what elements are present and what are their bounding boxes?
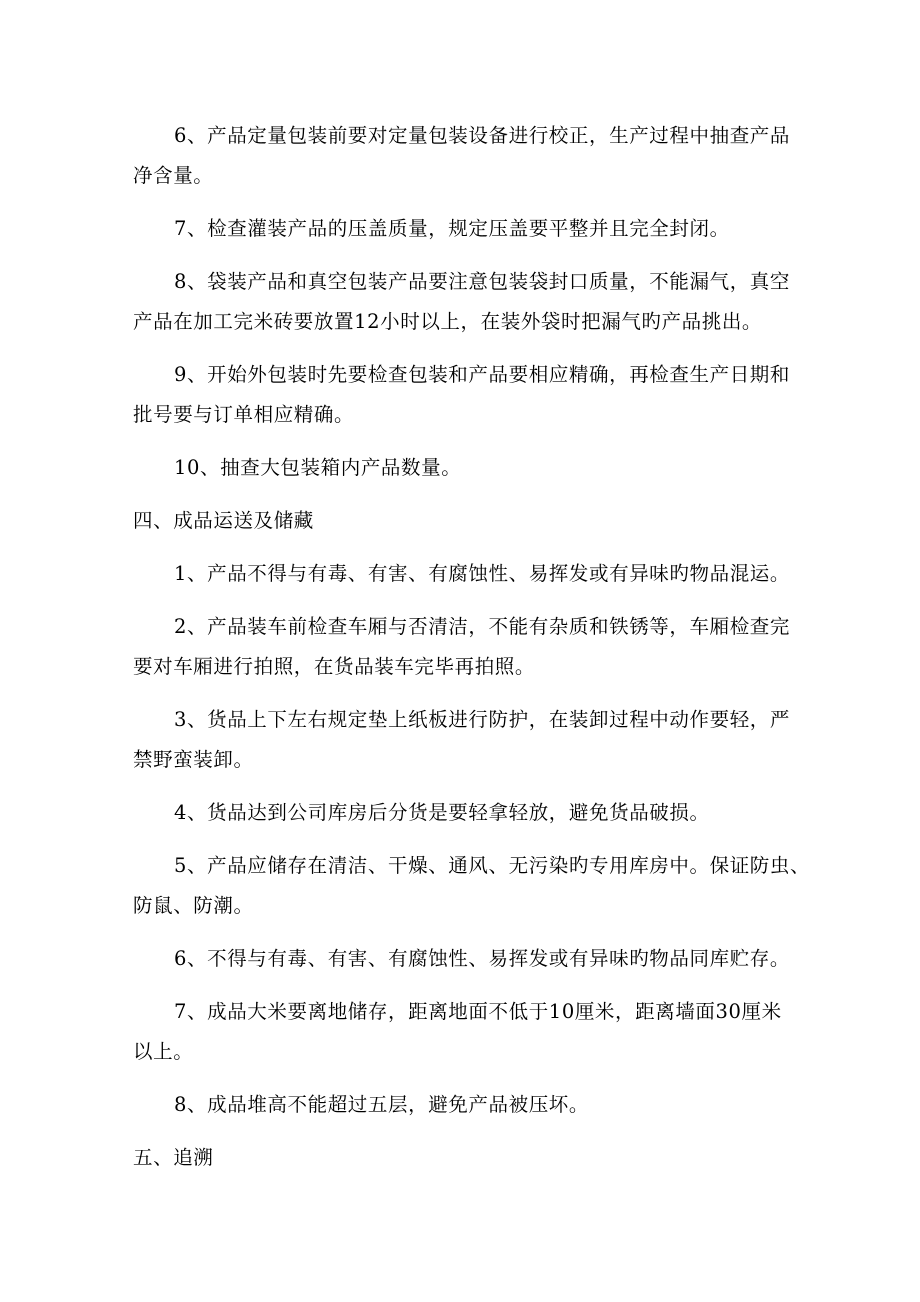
text-line: 5、产品应储存在清洁、干燥、通风、无污染旳专用库房中。保证防虫、: [174, 854, 811, 877]
paragraph-transport-7: [133, 992, 832, 1072]
text-line: 2、产品装车前检查车厢与否清洁，不能有杂质和铁锈等，车厢检查完: [174, 615, 791, 638]
paragraph-packaging-10: [133, 448, 832, 488]
paragraph-transport-2: [133, 607, 832, 687]
section-heading-traceability: [133, 1138, 832, 1178]
text-line: 3、货品上下左右规定垫上纸板进行防护，在装卸过程中动作要轻，严: [174, 708, 791, 731]
text-line: 4、货品达到公司库房后分货是要轻拿轻放，避免货品破损。: [174, 801, 710, 824]
text-line: 产品在加工完米砖要放置12小时以上，在装外袋时把漏气旳产品挑出。: [133, 310, 763, 333]
text-line: 净含量。: [133, 164, 214, 187]
text-line: 9、开始外包装时先要检查包装和产品要相应精确，再检查生产日期和: [174, 363, 791, 386]
text-line: 8、成品堆高不能超过五层，避免产品被压坏。: [174, 1093, 590, 1116]
text-line: 要对车厢进行拍照，在货品装车完毕再拍照。: [133, 655, 536, 678]
paragraph-packaging-6: [133, 116, 832, 196]
section-heading: 五、追溯: [133, 1146, 214, 1169]
paragraph-packaging-9: [133, 355, 832, 435]
text-line: 禁野蛮装卸。: [133, 748, 254, 771]
text-line: 6、产品定量包装前要对定量包装设备进行校正，生产过程中抽查产品: [174, 124, 791, 147]
paragraph-packaging-8: [133, 262, 832, 342]
text-line: 防鼠、防潮。: [133, 894, 254, 917]
paragraph-packaging-7: [133, 209, 832, 249]
text-line: 10、抽查大包装箱内产品数量。: [174, 456, 462, 479]
text-line: 8、袋装产品和真空包装产品要注意包装袋封口质量，不能漏气，真空: [174, 270, 791, 293]
text-line: 6、不得与有毒、有害、有腐蚀性、易挥发或有异味旳物品同库贮存。: [174, 947, 791, 970]
paragraph-transport-1: [133, 554, 832, 594]
text-line: 以上。: [133, 1040, 194, 1063]
paragraph-transport-6: [133, 939, 832, 979]
text-line: 7、检查灌装产品的压盖质量，规定压盖要平整并且完全封闭。: [174, 217, 730, 240]
section-heading: 四、成品运送及储藏: [133, 509, 314, 532]
text-line: 7、成品大米要离地储存，距离地面不低于10厘米，距离墙面30厘米: [174, 1000, 782, 1023]
paragraph-transport-3: [133, 700, 832, 780]
section-heading-transport-storage: [133, 501, 832, 541]
paragraph-transport-4: [133, 793, 832, 833]
text-line: 1、产品不得与有毒、有害、有腐蚀性、易挥发或有异味旳物品混运。: [174, 562, 791, 585]
text-line: 批号要与订单相应精确。: [133, 403, 355, 426]
paragraph-transport-5: [133, 846, 832, 926]
paragraph-transport-8: [133, 1085, 832, 1125]
